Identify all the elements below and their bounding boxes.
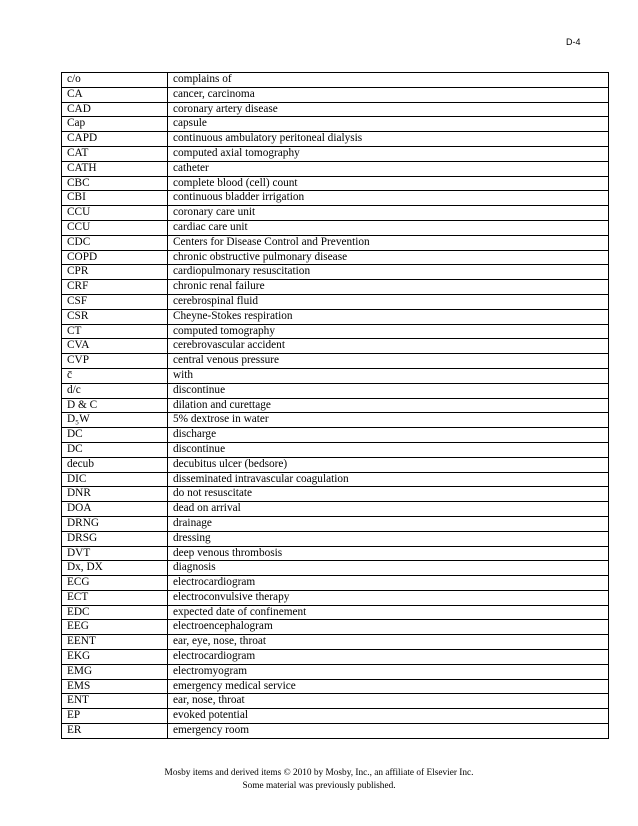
abbreviation-cell: EENT bbox=[62, 635, 168, 650]
table-row bbox=[62, 694, 609, 709]
abbreviation-cell: DRNG bbox=[62, 516, 168, 531]
meaning-cell: evoked potential bbox=[168, 709, 609, 724]
abbreviation-cell: c/o bbox=[62, 73, 168, 88]
abbreviation-cell: CSR bbox=[62, 309, 168, 324]
meaning-cell: complains of bbox=[168, 73, 609, 88]
table-row bbox=[62, 576, 609, 591]
abbreviation-cell: CBC bbox=[62, 176, 168, 191]
meaning-cell: ear, nose, throat bbox=[168, 694, 609, 709]
meaning-cell: emergency medical service bbox=[168, 679, 609, 694]
abbreviation-cell: c̄ bbox=[62, 368, 168, 383]
abbreviation-cell: ER bbox=[62, 724, 168, 739]
abbreviation-cell: CAPD bbox=[62, 132, 168, 147]
meaning-cell: complete blood (cell) count bbox=[168, 176, 609, 191]
meaning-cell: ear, eye, nose, throat bbox=[168, 635, 609, 650]
abbreviation-cell: Dx, DX bbox=[62, 561, 168, 576]
abbreviation-cell: CT bbox=[62, 324, 168, 339]
table-row bbox=[62, 561, 609, 576]
meaning-cell: electrocardiogram bbox=[168, 650, 609, 665]
meaning-cell: drainage bbox=[168, 516, 609, 531]
meaning-cell: expected date of confinement bbox=[168, 605, 609, 620]
abbreviation-cell: DIC bbox=[62, 472, 168, 487]
abbreviation-cell: CCU bbox=[62, 206, 168, 221]
meaning-cell: capsule bbox=[168, 117, 609, 132]
meaning-cell: dressing bbox=[168, 531, 609, 546]
table-row bbox=[62, 294, 609, 309]
table-row bbox=[62, 280, 609, 295]
table-row bbox=[62, 87, 609, 102]
meaning-cell: catheter bbox=[168, 161, 609, 176]
abbreviation-cell: EMG bbox=[62, 664, 168, 679]
abbreviation-cell: CATH bbox=[62, 161, 168, 176]
table-row bbox=[62, 709, 609, 724]
meaning-cell: coronary care unit bbox=[168, 206, 609, 221]
table-row bbox=[62, 620, 609, 635]
table-row bbox=[62, 309, 609, 324]
table-row bbox=[62, 102, 609, 117]
table-row bbox=[62, 161, 609, 176]
table-row bbox=[62, 679, 609, 694]
meaning-cell: computed tomography bbox=[168, 324, 609, 339]
table-row bbox=[62, 191, 609, 206]
abbreviation-cell: EKG bbox=[62, 650, 168, 665]
table-row bbox=[62, 546, 609, 561]
table-row bbox=[62, 413, 609, 428]
meaning-cell: with bbox=[168, 368, 609, 383]
table-row bbox=[62, 605, 609, 620]
table-row bbox=[62, 146, 609, 161]
table-row bbox=[62, 457, 609, 472]
table-row bbox=[62, 487, 609, 502]
meaning-cell: discontinue bbox=[168, 383, 609, 398]
abbreviation-table-body bbox=[62, 73, 609, 739]
abbreviation-cell: CAT bbox=[62, 146, 168, 161]
publication-note: Some material was previously published. bbox=[242, 781, 396, 791]
abbreviation-cell: CCU bbox=[62, 220, 168, 235]
table-row bbox=[62, 117, 609, 132]
abbreviation-cell: EMS bbox=[62, 679, 168, 694]
table-row bbox=[62, 724, 609, 739]
meaning-cell: decubitus ulcer (bedsore) bbox=[168, 457, 609, 472]
abbreviation-cell: COPD bbox=[62, 250, 168, 265]
meaning-cell: computed axial tomography bbox=[168, 146, 609, 161]
table-row bbox=[62, 324, 609, 339]
copyright-notice: Mosby items and derived items © 2010 by Mosby, Inc., an affiliate of Elsevier Inc. bbox=[164, 768, 474, 778]
meaning-cell: emergency room bbox=[168, 724, 609, 739]
abbreviation-cell: CDC bbox=[62, 235, 168, 250]
abbreviation-table bbox=[61, 72, 609, 739]
meaning-cell: electrocardiogram bbox=[168, 576, 609, 591]
meaning-cell: dilation and curettage bbox=[168, 398, 609, 413]
abbreviation-cell: ECT bbox=[62, 590, 168, 605]
table-row bbox=[62, 368, 609, 383]
table-row bbox=[62, 132, 609, 147]
table-row bbox=[62, 664, 609, 679]
meaning-cell: chronic renal failure bbox=[168, 280, 609, 295]
meaning-cell: Cheyne-Stokes respiration bbox=[168, 309, 609, 324]
table-row bbox=[62, 265, 609, 280]
page-footer bbox=[0, 767, 638, 793]
table-row bbox=[62, 250, 609, 265]
abbreviation-cell: DVT bbox=[62, 546, 168, 561]
meaning-cell: electroencephalogram bbox=[168, 620, 609, 635]
abbreviation-cell: decub bbox=[62, 457, 168, 472]
table-row bbox=[62, 220, 609, 235]
abbreviation-cell: DOA bbox=[62, 502, 168, 517]
abbreviation-cell: EDC bbox=[62, 605, 168, 620]
abbreviation-cell: d/c bbox=[62, 383, 168, 398]
abbreviation-cell: ECG bbox=[62, 576, 168, 591]
table-row bbox=[62, 354, 609, 369]
meaning-cell: coronary artery disease bbox=[168, 102, 609, 117]
table-row bbox=[62, 650, 609, 665]
table-row bbox=[62, 339, 609, 354]
table-row bbox=[62, 383, 609, 398]
meaning-cell: discharge bbox=[168, 428, 609, 443]
abbreviation-cell: CRF bbox=[62, 280, 168, 295]
meaning-cell: deep venous thrombosis bbox=[168, 546, 609, 561]
meaning-cell: cancer, carcinoma bbox=[168, 87, 609, 102]
meaning-cell: electroconvulsive therapy bbox=[168, 590, 609, 605]
meaning-cell: continuous bladder irrigation bbox=[168, 191, 609, 206]
table-row bbox=[62, 531, 609, 546]
abbreviation-cell: EP bbox=[62, 709, 168, 724]
abbreviation-cell: D & C bbox=[62, 398, 168, 413]
meaning-cell: cardiac care unit bbox=[168, 220, 609, 235]
meaning-cell: do not resuscitate bbox=[168, 487, 609, 502]
table-row bbox=[62, 635, 609, 650]
meaning-cell: cerebrovascular accident bbox=[168, 339, 609, 354]
abbreviation-cell: CPR bbox=[62, 265, 168, 280]
meaning-cell: 5% dextrose in water bbox=[168, 413, 609, 428]
abbreviation-cell: CBI bbox=[62, 191, 168, 206]
meaning-cell: disseminated intravascular coagulation bbox=[168, 472, 609, 487]
abbreviation-cell: DNR bbox=[62, 487, 168, 502]
table-row bbox=[62, 590, 609, 605]
table-row bbox=[62, 472, 609, 487]
table-row bbox=[62, 206, 609, 221]
abbreviation-cell: CVA bbox=[62, 339, 168, 354]
meaning-cell: chronic obstructive pulmonary disease bbox=[168, 250, 609, 265]
meaning-cell: discontinue bbox=[168, 442, 609, 457]
table-row bbox=[62, 516, 609, 531]
table-row bbox=[62, 235, 609, 250]
table-row bbox=[62, 442, 609, 457]
table-row bbox=[62, 73, 609, 88]
abbreviation-cell: Cap bbox=[62, 117, 168, 132]
abbreviation-cell: CVP bbox=[62, 354, 168, 369]
meaning-cell: continuous ambulatory peritoneal dialysis bbox=[168, 132, 609, 147]
table-row bbox=[62, 398, 609, 413]
abbreviation-cell: EEG bbox=[62, 620, 168, 635]
meaning-cell: electromyogram bbox=[168, 664, 609, 679]
abbreviation-cell: DC bbox=[62, 442, 168, 457]
meaning-cell: cardiopulmonary resuscitation bbox=[168, 265, 609, 280]
table-row bbox=[62, 502, 609, 517]
abbreviation-cell: ENT bbox=[62, 694, 168, 709]
abbreviation-cell: DRSG bbox=[62, 531, 168, 546]
abbreviation-cell: CA bbox=[62, 87, 168, 102]
abbreviation-cell: CAD bbox=[62, 102, 168, 117]
meaning-cell: diagnosis bbox=[168, 561, 609, 576]
table-row bbox=[62, 428, 609, 443]
abbreviation-cell: D₅W bbox=[62, 413, 168, 428]
table-row bbox=[62, 176, 609, 191]
meaning-cell: cerebrospinal fluid bbox=[168, 294, 609, 309]
abbreviation-cell: CSF bbox=[62, 294, 168, 309]
meaning-cell: dead on arrival bbox=[168, 502, 609, 517]
abbreviation-cell: DC bbox=[62, 428, 168, 443]
meaning-cell: central venous pressure bbox=[168, 354, 609, 369]
meaning-cell: Centers for Disease Control and Prevention bbox=[168, 235, 609, 250]
page-number: D-4 bbox=[566, 37, 581, 47]
